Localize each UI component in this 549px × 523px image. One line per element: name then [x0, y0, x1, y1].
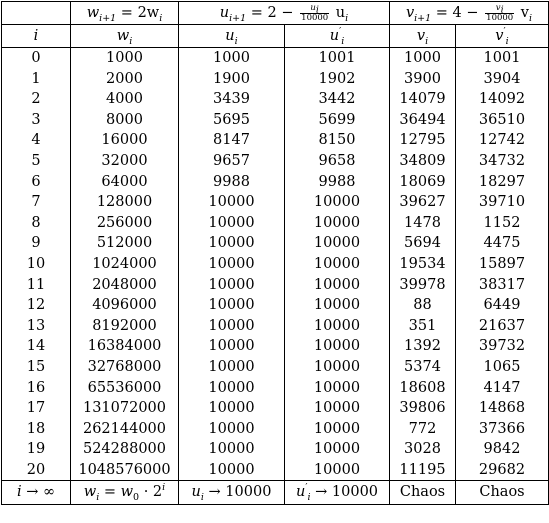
cell-u-prime: 10000: [285, 460, 390, 481]
cell-i: 1: [2, 69, 71, 90]
limit-w-sub: i: [96, 492, 100, 504]
cell-u: 1000: [179, 48, 285, 69]
cell-w: 65536000: [71, 378, 179, 399]
cell-u: 10000: [179, 295, 285, 316]
cell-v-prime: 6449: [456, 295, 549, 316]
col-header-v-prime-sub: i: [505, 35, 509, 47]
iteration-table: [1, 1, 549, 505]
cell-v-prime: 39710: [456, 192, 549, 213]
table-row: [2, 357, 549, 378]
table-row: [2, 89, 549, 110]
cell-v: 34809: [390, 151, 456, 172]
cell-v-prime: 4147: [456, 378, 549, 399]
cell-u-prime: 9988: [285, 172, 390, 193]
cell-v: 1000: [390, 48, 456, 69]
cell-w: 128000: [71, 192, 179, 213]
cell-w: 1000: [71, 48, 179, 69]
cell-u: 10000: [179, 439, 285, 460]
cell-v-prime: 21637: [456, 316, 549, 337]
cell-w: 4096000: [71, 295, 179, 316]
table-row: [2, 336, 549, 357]
cell-i: 14: [2, 336, 71, 357]
header-w-formula: [71, 2, 179, 25]
cell-i: 4: [2, 130, 71, 151]
cell-v: 36494: [390, 110, 456, 131]
table-row: [2, 254, 549, 275]
cell-v-prime: 14092: [456, 89, 549, 110]
cell-i: 9: [2, 233, 71, 254]
cell-w: 8000: [71, 110, 179, 131]
cell-w: 32768000: [71, 357, 179, 378]
cell-u-prime: 10000: [285, 295, 390, 316]
cell-v: 1478: [390, 213, 456, 234]
limit-w-eq-sub: 0: [133, 492, 140, 504]
cell-u: 5695: [179, 110, 285, 131]
cell-i: 3: [2, 110, 71, 131]
cell-i: 5: [2, 151, 71, 172]
cell-i: 0: [2, 48, 71, 69]
table-row: [2, 69, 549, 90]
cell-u-prime: 10000: [285, 439, 390, 460]
cell-v: 14079: [390, 89, 456, 110]
table-row: [2, 110, 549, 131]
header-empty-cell: [2, 2, 71, 25]
col-header-u-sub: i: [234, 35, 238, 47]
cell-u: 10000: [179, 460, 285, 481]
cell-w: 64000: [71, 172, 179, 193]
v-tail-subscript: i: [529, 12, 533, 24]
col-header-w: [71, 25, 179, 48]
header-u-formula: [179, 2, 390, 25]
cell-u: 10000: [179, 378, 285, 399]
cell-i: 11: [2, 275, 71, 296]
u-subscript: i+1: [229, 12, 247, 24]
table-row: [2, 172, 549, 193]
cell-u: 10000: [179, 316, 285, 337]
limit-row: [2, 481, 549, 505]
cell-i: 18: [2, 419, 71, 440]
cell-u: 10000: [179, 254, 285, 275]
w-rhs: = 2w: [116, 5, 160, 21]
v-subscript: i+1: [414, 12, 432, 24]
cell-i: 6: [2, 172, 71, 193]
col-header-v-symbol: v: [416, 28, 426, 44]
cell-i: 12: [2, 295, 71, 316]
cell-i: 15: [2, 357, 71, 378]
col-header-v-prime-sup: ′: [503, 26, 506, 38]
cell-u: 10000: [179, 419, 285, 440]
cell-v-prime: 34732: [456, 151, 549, 172]
cell-u: 10000: [179, 357, 285, 378]
cell-v-prime: 36510: [456, 110, 549, 131]
table-row: [2, 419, 549, 440]
cell-u: 10000: [179, 275, 285, 296]
table-row: [2, 151, 549, 172]
col-header-w-sub: i: [129, 35, 133, 47]
limit-w-tail: · 2: [139, 484, 163, 501]
cell-i: 8: [2, 213, 71, 234]
cell-u-prime: 10000: [285, 336, 390, 357]
cell-v-prime: 39732: [456, 336, 549, 357]
cell-v: 351: [390, 316, 456, 337]
col-header-u-prime: [285, 25, 390, 48]
cell-v: 12795: [390, 130, 456, 151]
u-fraction: [300, 4, 329, 23]
cell-v-prime: 3904: [456, 69, 549, 90]
cell-v-prime: 29682: [456, 460, 549, 481]
cell-v: 1392: [390, 336, 456, 357]
cell-v: 11195: [390, 460, 456, 481]
col-header-u-symbol: u: [225, 28, 235, 44]
cell-u-prime: 3442: [285, 89, 390, 110]
cell-u: 9988: [179, 172, 285, 193]
table-row: [2, 275, 549, 296]
cell-v: 39978: [390, 275, 456, 296]
cell-u: 10000: [179, 398, 285, 419]
limit-u-tail: → 10000: [203, 484, 272, 501]
cell-v: 18069: [390, 172, 456, 193]
cell-u-prime: 1001: [285, 48, 390, 69]
cell-w: 16384000: [71, 336, 179, 357]
limit-w-eq: = w: [99, 484, 134, 501]
u-tail: u: [331, 5, 346, 21]
cell-w: 16000: [71, 130, 179, 151]
v-frac-denominator: 10000: [486, 12, 514, 23]
cell-u: 9657: [179, 151, 285, 172]
cell-i: 7: [2, 192, 71, 213]
cell-w: 1048576000: [71, 460, 179, 481]
table-row: [2, 295, 549, 316]
cell-w: 1024000: [71, 254, 179, 275]
table-row: [2, 192, 549, 213]
limit-v-prime: Chaos: [456, 481, 549, 505]
cell-u: 3439: [179, 89, 285, 110]
table-row: [2, 213, 549, 234]
limit-u: [179, 481, 285, 505]
cell-u-prime: 1902: [285, 69, 390, 90]
col-header-v-sub: i: [425, 35, 429, 47]
limit-w: [71, 481, 179, 505]
cell-v: 772: [390, 419, 456, 440]
limit-u-prime-sup: ′: [305, 482, 308, 494]
col-header-v-prime: [456, 25, 549, 48]
cell-v: 5694: [390, 233, 456, 254]
cell-w: 2048000: [71, 275, 179, 296]
table-row: [2, 316, 549, 337]
cell-u: 10000: [179, 192, 285, 213]
cell-u-prime: 10000: [285, 378, 390, 399]
limit-i-text: i → ∞: [16, 484, 56, 501]
cell-u-prime: 10000: [285, 357, 390, 378]
cell-w: 256000: [71, 213, 179, 234]
formula-header-row: [2, 2, 549, 25]
u-tail-subscript: i: [345, 12, 349, 24]
v-tail: v: [516, 5, 530, 21]
limit-u-prime-symbol: u: [295, 484, 306, 501]
cell-v: 3028: [390, 439, 456, 460]
u-frac-denominator: 10000: [301, 12, 329, 23]
cell-w: 2000: [71, 69, 179, 90]
cell-i: 10: [2, 254, 71, 275]
cell-u-prime: 9658: [285, 151, 390, 172]
table-row: [2, 233, 549, 254]
u-mid: = 2 −: [246, 5, 299, 21]
cell-w: 131072000: [71, 398, 179, 419]
cell-i: 20: [2, 460, 71, 481]
cell-u-prime: 10000: [285, 192, 390, 213]
u-frac-numerator: u: [310, 2, 316, 13]
header-v-formula: [390, 2, 549, 25]
cell-u-prime: 10000: [285, 233, 390, 254]
limit-u-prime-tail: → 10000: [310, 484, 379, 501]
cell-v: 19534: [390, 254, 456, 275]
cell-v-prime: 1152: [456, 213, 549, 234]
cell-v-prime: 4475: [456, 233, 549, 254]
cell-v: 3900: [390, 69, 456, 90]
cell-v-prime: 37366: [456, 419, 549, 440]
cell-u-prime: 8150: [285, 130, 390, 151]
table-row: [2, 378, 549, 399]
col-header-v-prime-symbol: v: [495, 28, 504, 44]
cell-v: 88: [390, 295, 456, 316]
table-row: [2, 130, 549, 151]
limit-u-symbol: u: [191, 484, 201, 501]
cell-w: 524288000: [71, 439, 179, 460]
variable-header-row: [2, 25, 549, 48]
w-symbol: w: [86, 5, 100, 21]
cell-w: 262144000: [71, 419, 179, 440]
cell-u: 1900: [179, 69, 285, 90]
cell-u: 10000: [179, 233, 285, 254]
cell-v: 39806: [390, 398, 456, 419]
v-frac-numerator-sub: i: [500, 4, 504, 16]
col-header-i: i: [2, 25, 71, 48]
v-frac-numerator: v: [495, 2, 501, 13]
cell-v: 39627: [390, 192, 456, 213]
cell-u: 10000: [179, 213, 285, 234]
limit-i: [2, 481, 71, 505]
cell-u-prime: 10000: [285, 419, 390, 440]
cell-w: 8192000: [71, 316, 179, 337]
limit-w-symbol: w: [83, 484, 97, 501]
table-row: [2, 439, 549, 460]
col-header-v: [390, 25, 456, 48]
cell-w: 512000: [71, 233, 179, 254]
col-header-w-symbol: w: [116, 28, 130, 44]
cell-w: 32000: [71, 151, 179, 172]
table-row: [2, 460, 549, 481]
limit-v: Chaos: [390, 481, 456, 505]
cell-v-prime: 18297: [456, 172, 549, 193]
cell-i: 2: [2, 89, 71, 110]
limit-w-tail-sup: i: [162, 482, 166, 494]
cell-v-prime: 38317: [456, 275, 549, 296]
col-header-u: [179, 25, 285, 48]
limit-u-prime: [285, 481, 390, 505]
v-mid: = 4 −: [431, 5, 484, 21]
cell-i: 17: [2, 398, 71, 419]
cell-u-prime: 10000: [285, 316, 390, 337]
cell-u-prime: 10000: [285, 398, 390, 419]
cell-v-prime: 15897: [456, 254, 549, 275]
v-fraction: [485, 4, 514, 23]
table-body: [2, 48, 549, 481]
col-header-u-prime-symbol: u: [329, 28, 340, 44]
cell-v: 18608: [390, 378, 456, 399]
cell-v-prime: 1065: [456, 357, 549, 378]
col-header-u-prime-sup: ′: [339, 26, 342, 38]
cell-w: 4000: [71, 89, 179, 110]
cell-u-prime: 5699: [285, 110, 390, 131]
limit-u-sub: i: [200, 492, 204, 504]
cell-u-prime: 10000: [285, 275, 390, 296]
cell-u-prime: 10000: [285, 254, 390, 275]
w-rhs-subscript: i: [159, 12, 163, 24]
cell-v-prime: 1001: [456, 48, 549, 69]
cell-i: 13: [2, 316, 71, 337]
cell-v-prime: 12742: [456, 130, 549, 151]
u-frac-numerator-sub: i: [315, 4, 319, 16]
cell-i: 16: [2, 378, 71, 399]
cell-i: 19: [2, 439, 71, 460]
col-header-u-prime-sub: i: [341, 35, 345, 47]
table-row: [2, 48, 549, 69]
cell-v-prime: 14868: [456, 398, 549, 419]
cell-v: 5374: [390, 357, 456, 378]
cell-u: 8147: [179, 130, 285, 151]
u-symbol: u: [219, 5, 230, 21]
w-subscript: i+1: [99, 12, 117, 24]
limit-u-prime-sub: i: [307, 492, 311, 504]
cell-u-prime: 10000: [285, 213, 390, 234]
cell-v-prime: 9842: [456, 439, 549, 460]
cell-u: 10000: [179, 336, 285, 357]
v-symbol: v: [405, 5, 415, 21]
table-row: [2, 398, 549, 419]
